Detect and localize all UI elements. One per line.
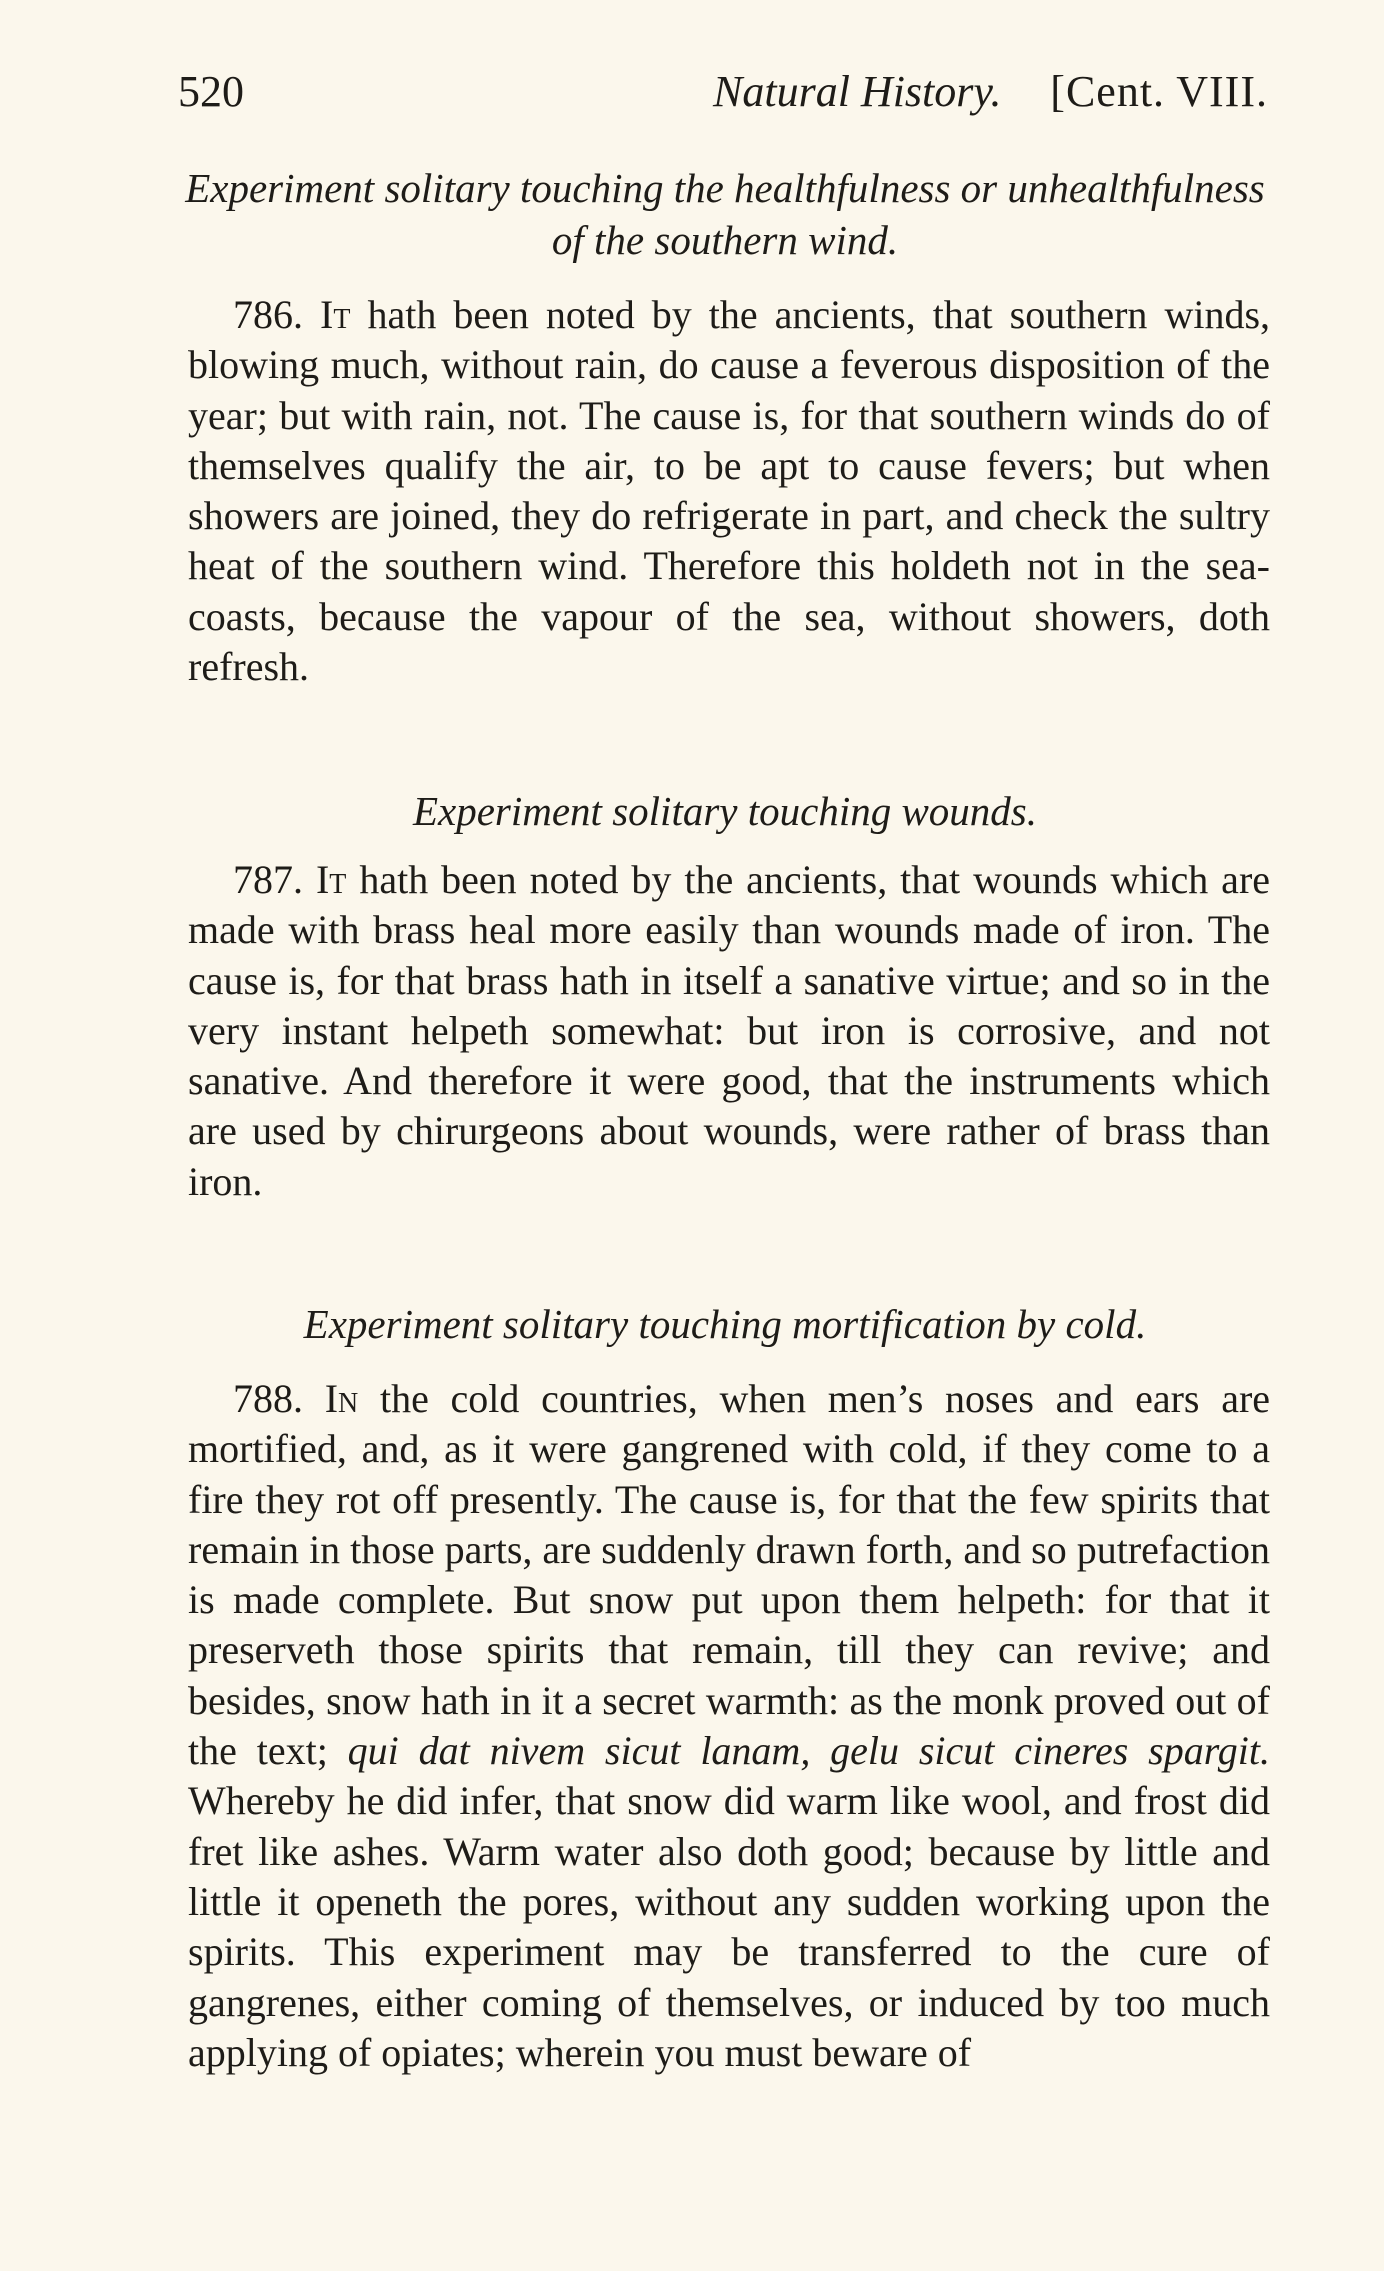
paragraph-number: 788. xyxy=(233,1376,303,1421)
section-heading-786: Experiment solitary touching the healthfulness or unhealthfulness of the southern wind. xyxy=(185,165,1265,263)
page-number: 520 xyxy=(178,67,244,116)
paragraph-number: 787. xyxy=(233,857,303,902)
paragraph-text: the cold countries, when men’s noses and ears are mortified, and, as it were gangrened with cold, if they come to a fire they rot off presently. The cause is, for that the few spirits that remain in those parts, are suddenly drawn forth, and so putrefaction is made complete. But snow put upon them helpeth: for that it preserveth those spirits that remain, till they can revive; and besides, snow hath in it a secret warmth: as the monk proved out of the text; xyxy=(188,1376,1271,1774)
paragraph-text: hath been noted by the ancients, that southern winds, blowing much, without rain, do cause a feverous disposition of the year; but with rain, not. The cause is, for that southern winds do of themselves qualify the air, to be apt to cause fevers; but when showers are joined, they do refrigerate in part, and check the sultry heat of the southern wind. Therefore this holdeth not in the sea-coasts, because the vapour of the sea, without showers, doth refresh. xyxy=(188,292,1271,690)
paragraph-lead: It xyxy=(320,292,351,337)
running-title: Natural History. xyxy=(713,67,1002,116)
paragraph-text: hath been noted by the ancients, that wounds which are made with brass heal more easily than wounds made of iron. The cause is, for that brass hath in itself a sanative virtue; and so in the very instant helpeth somewhat: but iron is corrosive, and not sanative. And therefore it were good, that the instruments which are used by chirurgeons about wounds, were rather of brass than iron. xyxy=(188,857,1271,1204)
section-heading-787: Experiment solitary touching wounds. xyxy=(412,788,1038,834)
paragraph-786 xyxy=(188,290,1270,692)
paragraph-text-continued: Whereby he did infer, that snow did warm like wool, and frost did fret like ashes. Warm water also doth good; because by little and little it openeth the pores, without any sudden working upon the spirits. This experiment may be transferred to the cure of gangrenes, either coming of themselves, or induced by too much applying of opiates; wherein you must beware of xyxy=(188,1778,1270,2075)
section-heading-788: Experiment solitary touching mortification by cold. xyxy=(303,1301,1147,1347)
paragraph-788 xyxy=(188,1374,1270,2078)
paragraph-lead: In xyxy=(324,1376,359,1421)
century-label: [Cent. VIII. xyxy=(1050,67,1268,116)
paragraph-787 xyxy=(188,855,1270,1207)
running-head xyxy=(178,66,1268,126)
paragraph-number: 786. xyxy=(233,292,303,337)
paragraph-lead: It xyxy=(315,857,347,902)
latin-quotation: qui dat nivem sicut lanam, gelu sicut cineres spargit. xyxy=(347,1728,1270,1774)
